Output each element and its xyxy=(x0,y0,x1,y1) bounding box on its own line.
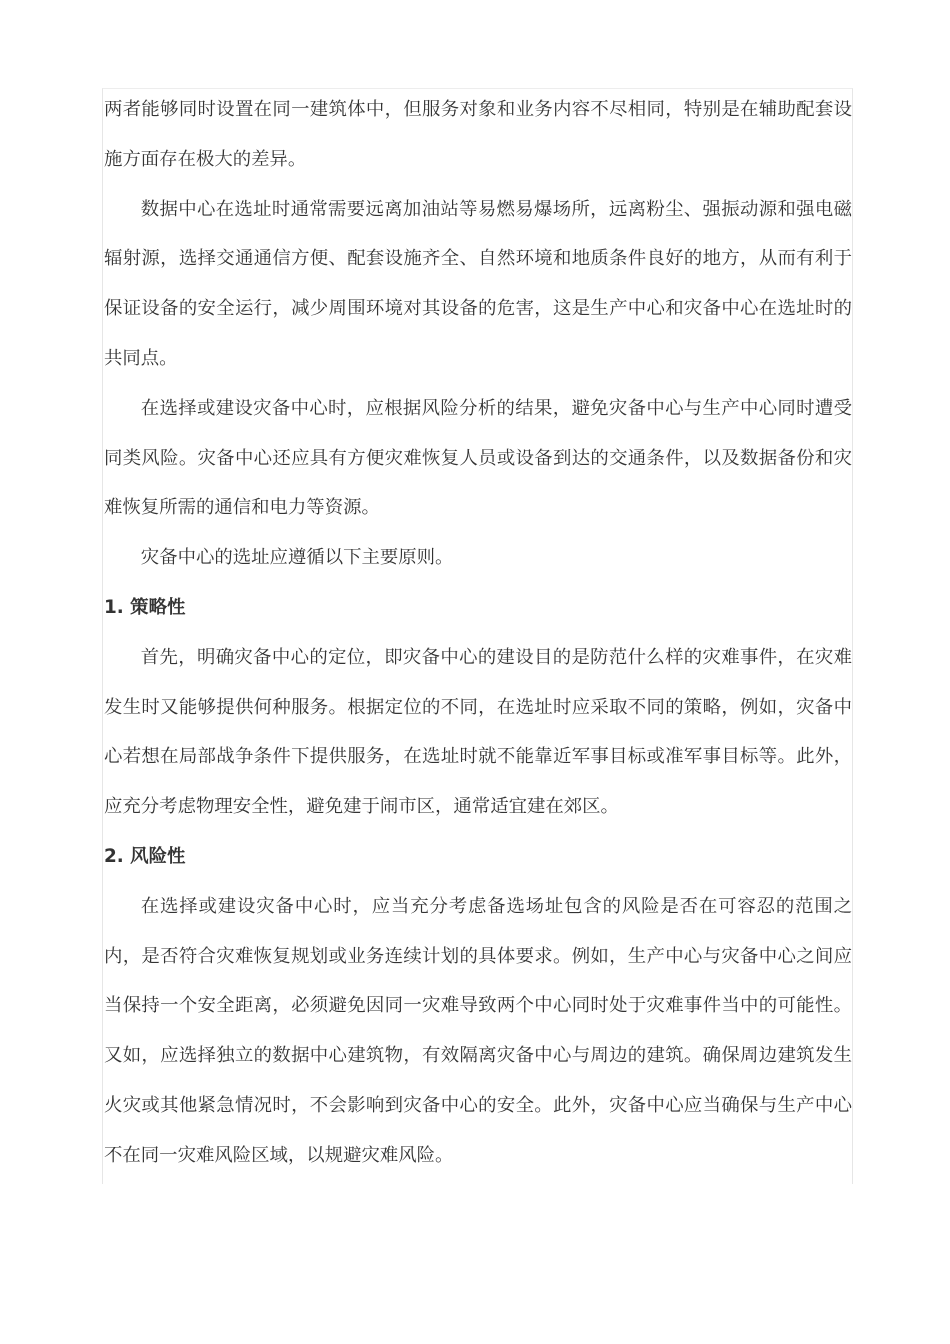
paragraph-continuation: 两者能够同时设置在同一建筑体中，但服务对象和业务内容不尽相同，特别是在辅助配套设施方面存在极大的差异。 xyxy=(104,99,852,170)
section-body-strategy: 首先，明确灾备中心的定位，即灾备中心的建设目的是防范什么样的灾难事件，在灾难发生时又能够提供何种服务。根据定位的不同，在选址时应采取不同的策略，例如，灾备中心若想在局部战争条件下提供服务，在选址时就不能靠近军事目标或准军事目标等。此外，应充分考虑物理安全性，避免建于闹市区，通常适宜建在郊区。 xyxy=(104,646,852,818)
paragraph-risk-analysis: 在选择或建设灾备中心时，应根据风险分析的结果，避免灾备中心与生产中心同时遭受同类风险。灾备中心还应具有方便灾难恢复人员或设备到达的交通条件，以及数据备份和灾难恢复所需的通信和电力等资源。 xyxy=(104,397,852,519)
section-body-risk: 在选择或建设灾备中心时，应当充分考虑备选场址包含的风险是否在可容忍的范围之内，是否符合灾难恢复规划或业务连续计划的具体要求。例如，生产中心与灾备中心之间应当保持一个安全距离，必须避免因同一灾难导致两个中心同时处于灾难事件当中的可能性。又如，应选择独立的数据中心建筑物，有效隔离灾备中心与周边的建筑。确保周边建筑发生火灾或其他紧急情况时，不会影响到灾备中心的安全。此外，灾备中心应当确保与生产中心不在同一灾难风险区域，以规避灾难风险。 xyxy=(104,895,852,1166)
document-body xyxy=(104,85,852,1181)
paragraph-site-selection: 数据中心在选址时通常需要远离加油站等易燃易爆场所，远离粉尘、强振动源和强电磁辐射源，选择交通通信方便、配套设施齐全、自然环境和地质条件良好的地方，从而有利于保证设备的安全运行，减少周围环境对其设备的危害，这是生产中心和灾备中心在选址时的共同点。 xyxy=(104,198,852,369)
paragraph-principles-intro: 灾备中心的选址应遵循以下主要原则。 xyxy=(140,547,454,569)
section-heading-risk: 2. 风险性 xyxy=(104,845,186,867)
section-heading-strategy: 1. 策略性 xyxy=(104,596,186,618)
